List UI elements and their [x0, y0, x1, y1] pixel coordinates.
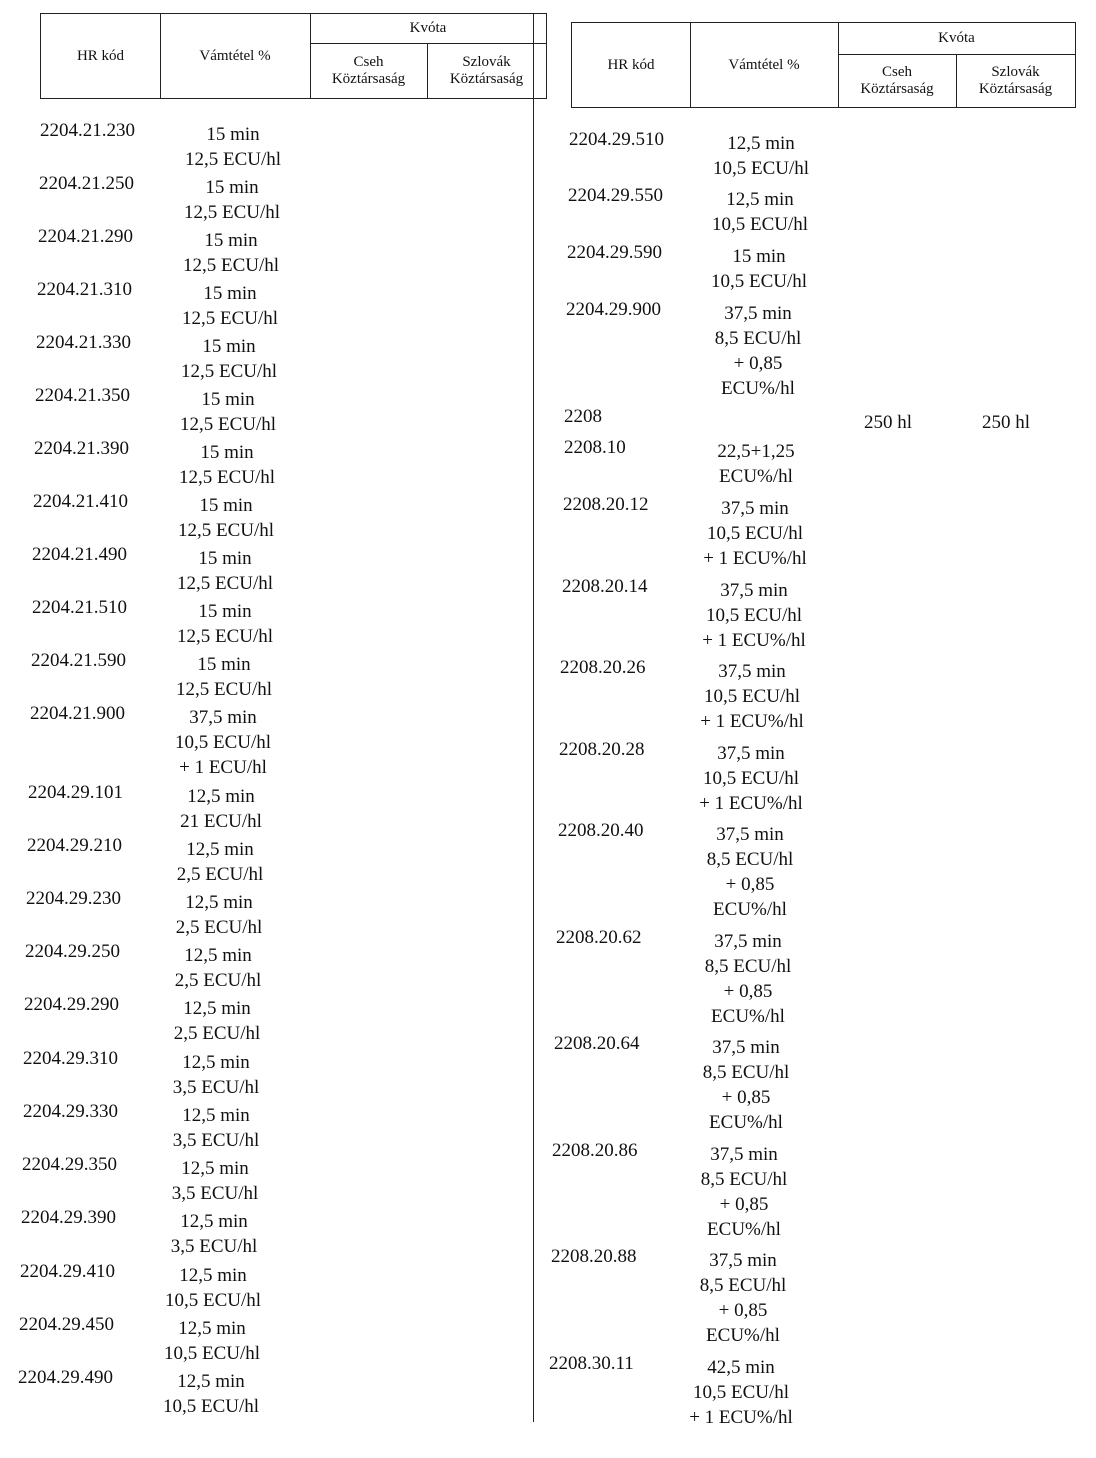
duty-rate-line: 15 min — [199, 495, 253, 516]
duty-rate-line: + 0,85 — [719, 1194, 769, 1215]
hr-code: 2208.20.88 — [551, 1246, 637, 1267]
duty-rate — [153, 387, 303, 437]
duty-rate — [139, 1209, 289, 1259]
hr-code: 2208.20.14 — [562, 576, 648, 597]
hr-code: 2204.21.490 — [32, 544, 127, 565]
hr-code: 2204.29.101 — [28, 782, 123, 803]
duty-rate-line: 12,5 ECU/hl — [178, 467, 276, 488]
hr-code-header: HR kód — [76, 47, 125, 64]
right-table-header — [571, 22, 1076, 108]
duty-rate-line: 12,5 min — [178, 1318, 246, 1339]
duty-rate-line: ECU%/hl — [713, 899, 787, 920]
column-divider — [533, 14, 534, 1422]
duty-rate-line: 12,5 min — [727, 133, 795, 154]
duty-rate-line: 10,5 ECU/hl — [711, 214, 809, 235]
duty-rate-line: 10,5 ECU/hl — [692, 1382, 790, 1403]
duty-rate-line: 37,5 min — [709, 1250, 777, 1271]
duty-rate-line: 12,5 ECU/hl — [180, 361, 278, 382]
duty-rate-header: Vámtétel % — [199, 47, 271, 64]
duty-rate-line: 12,5 ECU/hl — [181, 308, 279, 329]
duty-rate-line: ECU%/hl — [707, 1219, 781, 1240]
hr-code: 2204.29.490 — [18, 1367, 113, 1388]
duty-rate-line: 3,5 ECU/hl — [172, 1077, 260, 1098]
duty-rate — [142, 996, 292, 1046]
duty-rate — [137, 1316, 287, 1366]
duty-rate-line: 2,5 ECU/hl — [174, 970, 262, 991]
duty-rate-header: Vámtétel % — [728, 56, 800, 73]
duty-rate-line: 12,5 ECU/hl — [182, 255, 280, 276]
duty-rate-line: 10,5 ECU/hl — [162, 1396, 260, 1417]
duty-rate-line: 2,5 ECU/hl — [175, 917, 263, 938]
duty-rate-line: 8,5 ECU/hl — [700, 1169, 788, 1190]
duty-rate-line: 12,5 min — [187, 786, 255, 807]
duty-rate-line: 15 min — [204, 230, 258, 251]
duty-rate-line: 15 min — [203, 283, 257, 304]
duty-rate-line: 12,5 ECU/hl — [184, 149, 282, 170]
hr-code: 2208.20.86 — [552, 1140, 638, 1161]
hr-code: 2204.29.510 — [569, 129, 664, 150]
hr-code: 2204.29.590 — [567, 242, 662, 263]
duty-rate-line: 12,5 min — [185, 892, 253, 913]
hr-code: 2204.21.230 — [40, 120, 135, 141]
duty-rate-line: 10,5 ECU/hl — [706, 523, 804, 544]
duty-rate — [671, 1035, 821, 1135]
hr-code: 2204.29.230 — [26, 888, 121, 909]
duty-rate-line: 3,5 ECU/hl — [172, 1130, 260, 1151]
duty-rate-line: + 1 ECU%/hl — [703, 548, 807, 569]
duty-rate-line: 10,5 ECU/hl — [712, 158, 810, 179]
hr-code: 2208.20.40 — [558, 820, 644, 841]
duty-rate-line: 12,5 min — [184, 945, 252, 966]
duty-rate-line: ECU%/hl — [706, 1325, 780, 1346]
slovak-header: Szlovák Köztársaság — [449, 54, 524, 87]
duty-rate-line: 10,5 ECU/hl — [164, 1290, 262, 1311]
duty-rate-line: 8,5 ECU/hl — [699, 1275, 787, 1296]
duty-rate — [684, 244, 834, 294]
duty-rate — [685, 187, 835, 237]
hr-code: 2204.21.290 — [38, 226, 133, 247]
duty-rate-line: 12,5 min — [186, 839, 254, 860]
duty-rate-line: ECU%/hl — [721, 378, 795, 399]
duty-rate-line: 8,5 ECU/hl — [706, 849, 794, 870]
hr-code: 2204.29.310 — [23, 1048, 118, 1069]
hr-code: 2204.21.510 — [32, 597, 127, 618]
duty-rate-line: 37,5 min — [714, 931, 782, 952]
duty-rate — [151, 493, 301, 543]
duty-rate-line: 12,5 min — [181, 1158, 249, 1179]
duty-rate — [138, 1263, 288, 1313]
duty-rate-line: 21 ECU/hl — [180, 811, 262, 832]
hr-code: 2208.10 — [564, 437, 626, 458]
hr-code: 2204.21.330 — [36, 332, 131, 353]
hr-code: 2208.30.11 — [549, 1353, 634, 1374]
duty-rate-line: 37,5 min — [189, 707, 257, 728]
hr-code: 2204.21.590 — [31, 650, 126, 671]
duty-rate-line: 37,5 min — [716, 824, 784, 845]
hr-code: 2204.29.350 — [22, 1154, 117, 1175]
duty-rate-line: 10,5 ECU/hl — [163, 1343, 261, 1364]
duty-rate — [145, 837, 295, 887]
hr-code: 2204.29.290 — [24, 994, 119, 1015]
duty-rate-line: + 0,85 — [721, 1087, 771, 1108]
duty-rate-line: 10,5 ECU/hl — [703, 686, 801, 707]
hr-code: 2204.29.210 — [27, 835, 122, 856]
hr-code: 2208.20.28 — [559, 739, 645, 760]
duty-rate-line: 37,5 min — [717, 743, 785, 764]
duty-rate-line: 37,5 min — [720, 580, 788, 601]
duty-rate — [679, 578, 829, 653]
duty-rate — [666, 1355, 816, 1430]
duty-rate-line: 10,5 ECU/hl — [705, 605, 803, 626]
duty-rate — [154, 334, 304, 384]
duty-rate-line: + 1 ECU/hl — [179, 757, 267, 778]
hr-code: 2204.29.410 — [20, 1261, 115, 1282]
duty-rate-line: 3,5 ECU/hl — [171, 1183, 259, 1204]
duty-rate — [683, 301, 833, 401]
hr-code-header: HR kód — [607, 56, 655, 73]
czech-header: Cseh Köztársaság — [860, 64, 934, 97]
hr-code: 2204.29.550 — [568, 185, 663, 206]
hr-code: 2204.29.450 — [19, 1314, 114, 1335]
duty-rate — [149, 652, 299, 702]
duty-rate-line: 12,5 min — [177, 1371, 245, 1392]
duty-rate — [144, 890, 294, 940]
duty-rate-line: 12,5 min — [182, 1105, 250, 1126]
left-table-header — [40, 13, 547, 99]
hr-code: 2204.21.900 — [30, 703, 125, 724]
duty-rate — [675, 822, 825, 922]
duty-rate — [152, 440, 302, 490]
duty-rate-line: 12,5 min — [726, 189, 794, 210]
duty-rate-line: 8,5 ECU/hl — [702, 1062, 790, 1083]
duty-rate — [668, 1248, 818, 1348]
hr-code: 2208.20.62 — [556, 927, 642, 948]
duty-rate — [143, 943, 293, 993]
duty-rate — [686, 131, 836, 181]
duty-rate-line: ECU%/hl — [719, 466, 793, 487]
duty-rate-line: 8,5 ECU/hl — [714, 328, 802, 349]
duty-rate-line: 37,5 min — [718, 661, 786, 682]
duty-rate — [158, 122, 308, 172]
duty-rate-line: 15 min — [201, 389, 255, 410]
duty-rate-line: + 1 ECU%/hl — [702, 630, 806, 651]
duty-rate — [141, 1050, 291, 1100]
duty-rate-line: 15 min — [732, 246, 786, 267]
hr-code: 2204.21.310 — [37, 279, 132, 300]
hr-code: 2208 — [564, 406, 602, 427]
duty-rate — [150, 546, 300, 596]
duty-rate — [156, 228, 306, 278]
duty-rate-line: 2,5 ECU/hl — [176, 864, 264, 885]
hr-code: 2204.29.330 — [23, 1101, 118, 1122]
duty-rate-line: 42,5 min — [707, 1357, 775, 1378]
czech-header: Cseh Köztársaság — [331, 54, 406, 87]
duty-rate-line: 12,5 ECU/hl — [176, 626, 274, 647]
duty-rate-line: 37,5 min — [721, 498, 789, 519]
duty-rate — [676, 741, 826, 816]
duty-rate-line: 3,5 ECU/hl — [170, 1236, 258, 1257]
duty-rate-line: 12,5 ECU/hl — [176, 573, 274, 594]
duty-rate — [136, 1369, 286, 1419]
quota-header: Kvóta — [938, 30, 975, 46]
duty-rate-line: + 1 ECU%/hl — [699, 793, 803, 814]
duty-rate-line: 15 min — [200, 442, 254, 463]
duty-rate-line: + 1 ECU%/hl — [700, 711, 804, 732]
duty-rate-line: 37,5 min — [712, 1037, 780, 1058]
duty-rate-line: 10,5 ECU/hl — [174, 732, 272, 753]
duty-rate — [148, 705, 298, 780]
hr-code: 2204.21.390 — [34, 438, 129, 459]
duty-rate-line: + 0,85 — [725, 874, 775, 895]
duty-rate-line: 12,5 min — [182, 1052, 250, 1073]
duty-rate — [141, 1103, 291, 1153]
duty-rate-line: 15 min — [206, 124, 260, 145]
duty-rate-line: 12,5 ECU/hl — [183, 202, 281, 223]
duty-rate-line: 8,5 ECU/hl — [704, 956, 792, 977]
hr-code: 2204.29.900 — [566, 299, 661, 320]
duty-rate — [140, 1156, 290, 1206]
duty-rate-line: 10,5 ECU/hl — [702, 768, 800, 789]
hr-code: 2208.20.26 — [560, 657, 646, 678]
duty-rate-line: 22,5+1,25 — [717, 441, 795, 462]
hr-code: 2204.21.350 — [35, 385, 130, 406]
duty-rate-line: 15 min — [198, 601, 252, 622]
duty-rate-line: 12,5 ECU/hl — [175, 679, 273, 700]
duty-rate-line: 2,5 ECU/hl — [173, 1023, 261, 1044]
hr-code: 2204.29.390 — [21, 1207, 116, 1228]
duty-rate-line: + 0,85 — [723, 981, 773, 1002]
duty-rate-line: + 0,85 — [718, 1300, 768, 1321]
duty-rate — [680, 496, 830, 571]
hr-code: 2204.21.250 — [39, 173, 134, 194]
duty-rate — [669, 1142, 819, 1242]
duty-rate — [155, 281, 305, 331]
duty-rate-line: 15 min — [202, 336, 256, 357]
duty-rate — [673, 929, 823, 1029]
duty-rate-line: 15 min — [205, 177, 259, 198]
hr-code: 2208.20.64 — [554, 1033, 640, 1054]
duty-rate — [150, 599, 300, 649]
duty-rate-line: 15 min — [198, 548, 252, 569]
duty-rate-line: 12,5 ECU/hl — [177, 520, 275, 541]
duty-rate-line: 37,5 min — [724, 303, 792, 324]
duty-rate-line: 12,5 min — [180, 1211, 248, 1232]
duty-rate-line: 37,5 min — [710, 1144, 778, 1165]
duty-rate — [157, 175, 307, 225]
duty-rate-line: + 0,85 — [733, 353, 783, 374]
czech-quota: 250 hl — [863, 412, 913, 433]
duty-rate-line: ECU%/hl — [711, 1006, 785, 1027]
hr-code: 2204.29.250 — [25, 941, 120, 962]
duty-rate-line: ECU%/hl — [709, 1112, 783, 1133]
duty-rate-line: 10,5 ECU/hl — [710, 271, 808, 292]
duty-rate-line: + 1 ECU%/hl — [689, 1407, 793, 1428]
hr-code: 2208.20.12 — [563, 494, 649, 515]
slovak-quota: 250 hl — [981, 412, 1031, 433]
duty-rate-line: 12,5 min — [183, 998, 251, 1019]
quota-header: Kvóta — [409, 20, 447, 36]
duty-rate-line: 12,5 ECU/hl — [179, 414, 277, 435]
duty-rate — [146, 784, 296, 834]
hr-code: 2204.21.410 — [33, 491, 128, 512]
duty-rate — [681, 439, 831, 489]
duty-rate-line: 15 min — [197, 654, 251, 675]
duty-rate-line: 12,5 min — [179, 1265, 247, 1286]
duty-rate — [677, 659, 827, 734]
slovak-header: Szlovák Köztársaság — [978, 64, 1053, 97]
